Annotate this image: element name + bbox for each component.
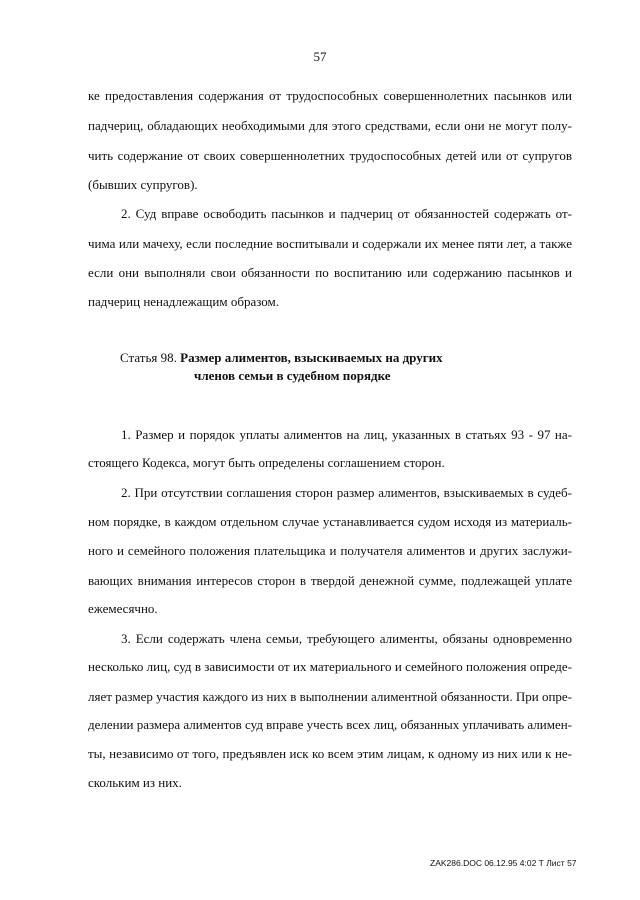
article-heading-line-2: членов семьи в судебном порядке — [194, 368, 391, 383]
text-line: вающих внимания интересов сторон в твердой денежной сумме, подлежащей уплате — [88, 573, 572, 588]
page-number: 57 — [313, 49, 327, 64]
article-title: Размер алиментов, взыскиваемых на других — [180, 350, 443, 365]
text-line: если они выполняли свои обязанности по воспитанию или содержанию пасынков и — [88, 265, 572, 280]
text-line: несколько лиц, суд в зависимости от их материального и семейного положения опреде- — [88, 659, 572, 674]
text-line: 2. При отсутствии соглашения сторон размер алиментов, взыскиваемых в судеб- — [121, 485, 572, 500]
article-heading-line-1 — [120, 350, 443, 366]
article-number: Статья 98. — [120, 350, 177, 365]
text-line: чить содержание от своих совершеннолетних трудоспособных детей или от супругов — [88, 148, 572, 163]
text-line: скольким из них. — [88, 775, 182, 790]
text-line: ном порядке, в каждом отдельном случае устанавливается судом исходя из материаль- — [88, 514, 572, 529]
text-line: стоящего Кодекса, могут быть определены соглашением сторон. — [88, 455, 445, 470]
text-line: падчериц ненадлежащим образом. — [88, 294, 280, 309]
text-line: ке предоставления содержания от трудоспособных совершеннолетних пасынков или — [88, 88, 572, 103]
text-line: делении размера алиментов суд вправе учесть всех лиц, обязанных уплачивать алимен- — [88, 717, 572, 732]
text-line: 3. Если содержать члена семьи, требующего алименты, обязаны одновременно — [121, 631, 572, 646]
text-line: 2. Суд вправе освободить пасынков и падчериц от обязанностей содержать от- — [121, 206, 572, 221]
text-line: 1. Размер и порядок уплаты алиментов на лиц, указанных в статьях 93 - 97 на- — [121, 427, 572, 442]
document-footer: ZAK286.DOC 06.12.95 4:02 Т Лист 57 — [430, 858, 577, 868]
text-line: ты, независимо от того, предъявлен иск ко всем этим лицам, к одному из них или к не- — [88, 746, 572, 761]
text-line: ежемесячно. — [88, 601, 158, 616]
text-line: падчериц, обладающих необходимыми для этого средствами, если они не могут полу- — [88, 118, 572, 133]
text-line: ного и семейного положения плательщика и получателя алиментов и других заслужи- — [88, 543, 572, 558]
text-line: ляет размер участия каждого из них в выполнении алиментной обязанности. При опре- — [88, 689, 572, 704]
text-line: чима или мачеху, если последние воспитывали и содержали их менее пяти лет, а также — [88, 236, 572, 251]
text-line: (бывших супругов). — [88, 177, 198, 192]
